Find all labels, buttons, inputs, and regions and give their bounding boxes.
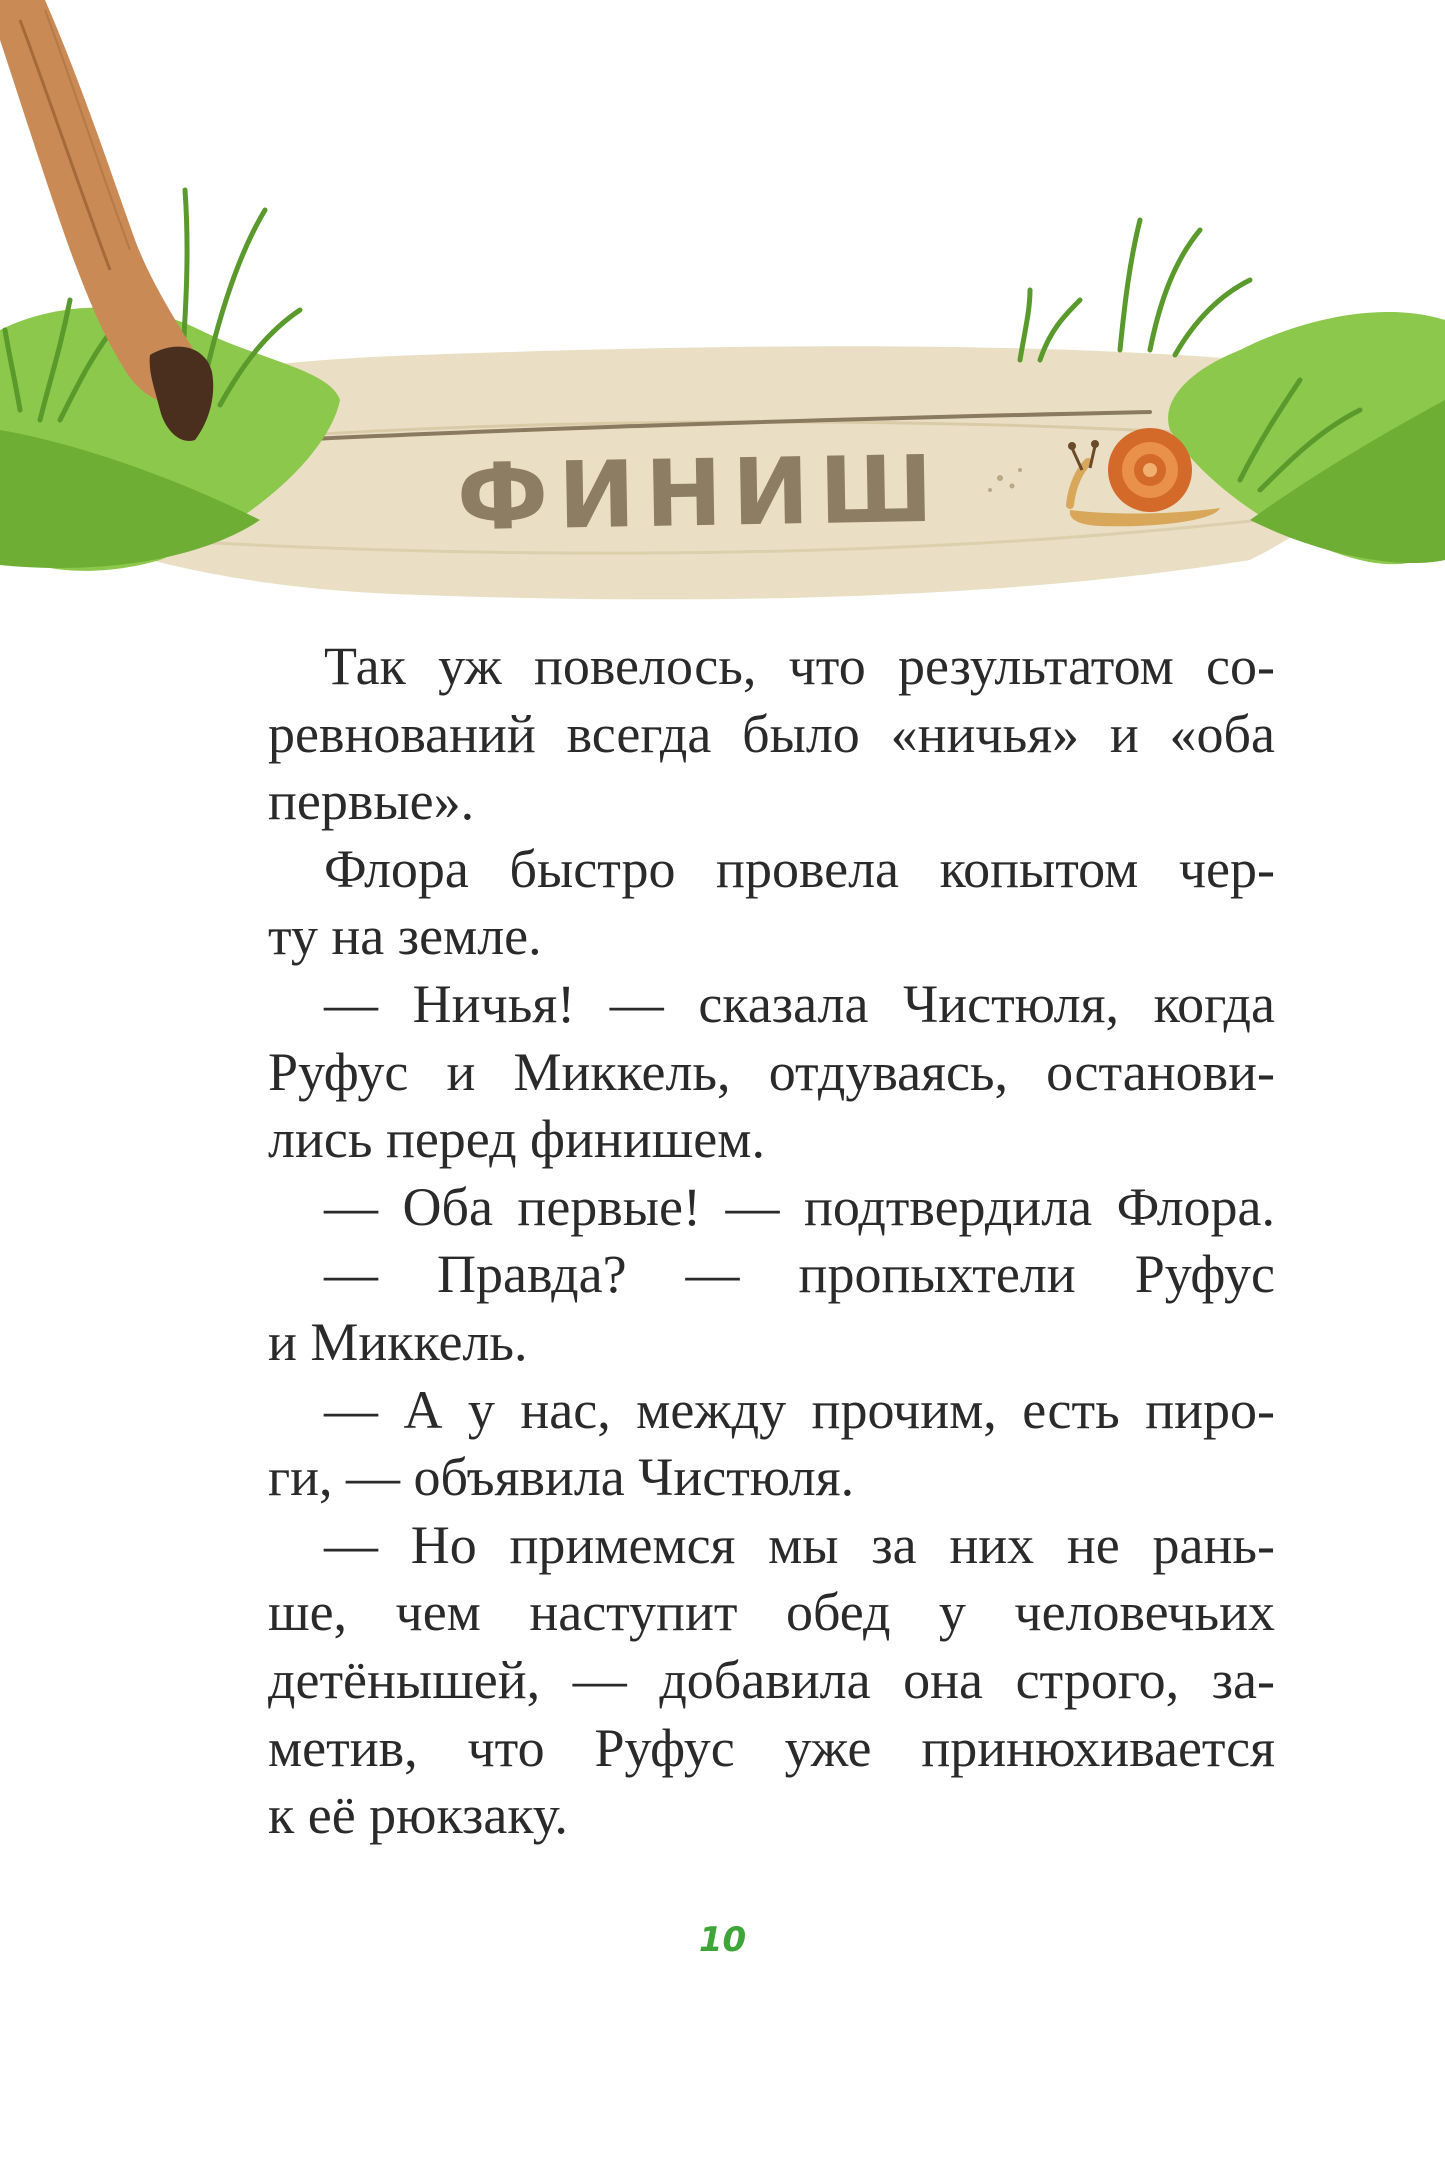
text-line: — Оба первые! — подтвердила Флора. <box>324 1176 1275 1237</box>
body-text <box>268 633 1275 1850</box>
page-number: 10 <box>698 1920 747 1960</box>
text-line: и Миккель. <box>268 1311 528 1372</box>
text-line: ше, чем наступит обед у человечьих <box>268 1582 1275 1643</box>
text-line: Так уж повелось, что результатом со- <box>324 636 1275 696</box>
text-line: — Но примемся мы за них не рань- <box>324 1514 1275 1575</box>
text-line: — Правда? — пропыхтели Руфус <box>324 1244 1275 1305</box>
finish-line-illustration <box>0 0 1445 610</box>
text-line: — Ничья! — сказала Чистюля, когда <box>324 973 1275 1034</box>
text-line: первые». <box>268 771 475 832</box>
text-line: к её рюкзаку. <box>268 1785 568 1846</box>
text-line: детёнышей, — добавила она строго, за- <box>268 1649 1275 1710</box>
text-line: ги, — объявила Чистюля. <box>268 1447 855 1508</box>
text-line: ревнований всегда было «ничья» и «оба <box>268 703 1275 764</box>
text-line: лись перед финишем. <box>268 1109 765 1170</box>
text-line: ту на земле. <box>268 906 542 967</box>
text-line: — А у нас, между прочим, есть пиро- <box>324 1379 1275 1440</box>
text-line: Руфус и Миккель, отдуваясь, останови- <box>268 1041 1275 1102</box>
text-line: метив, что Руфус уже принюхивается <box>268 1717 1275 1778</box>
finish-sign-text: ФИНИШ <box>456 435 944 552</box>
text-line: Флора быстро провела копытом чер- <box>324 838 1275 899</box>
